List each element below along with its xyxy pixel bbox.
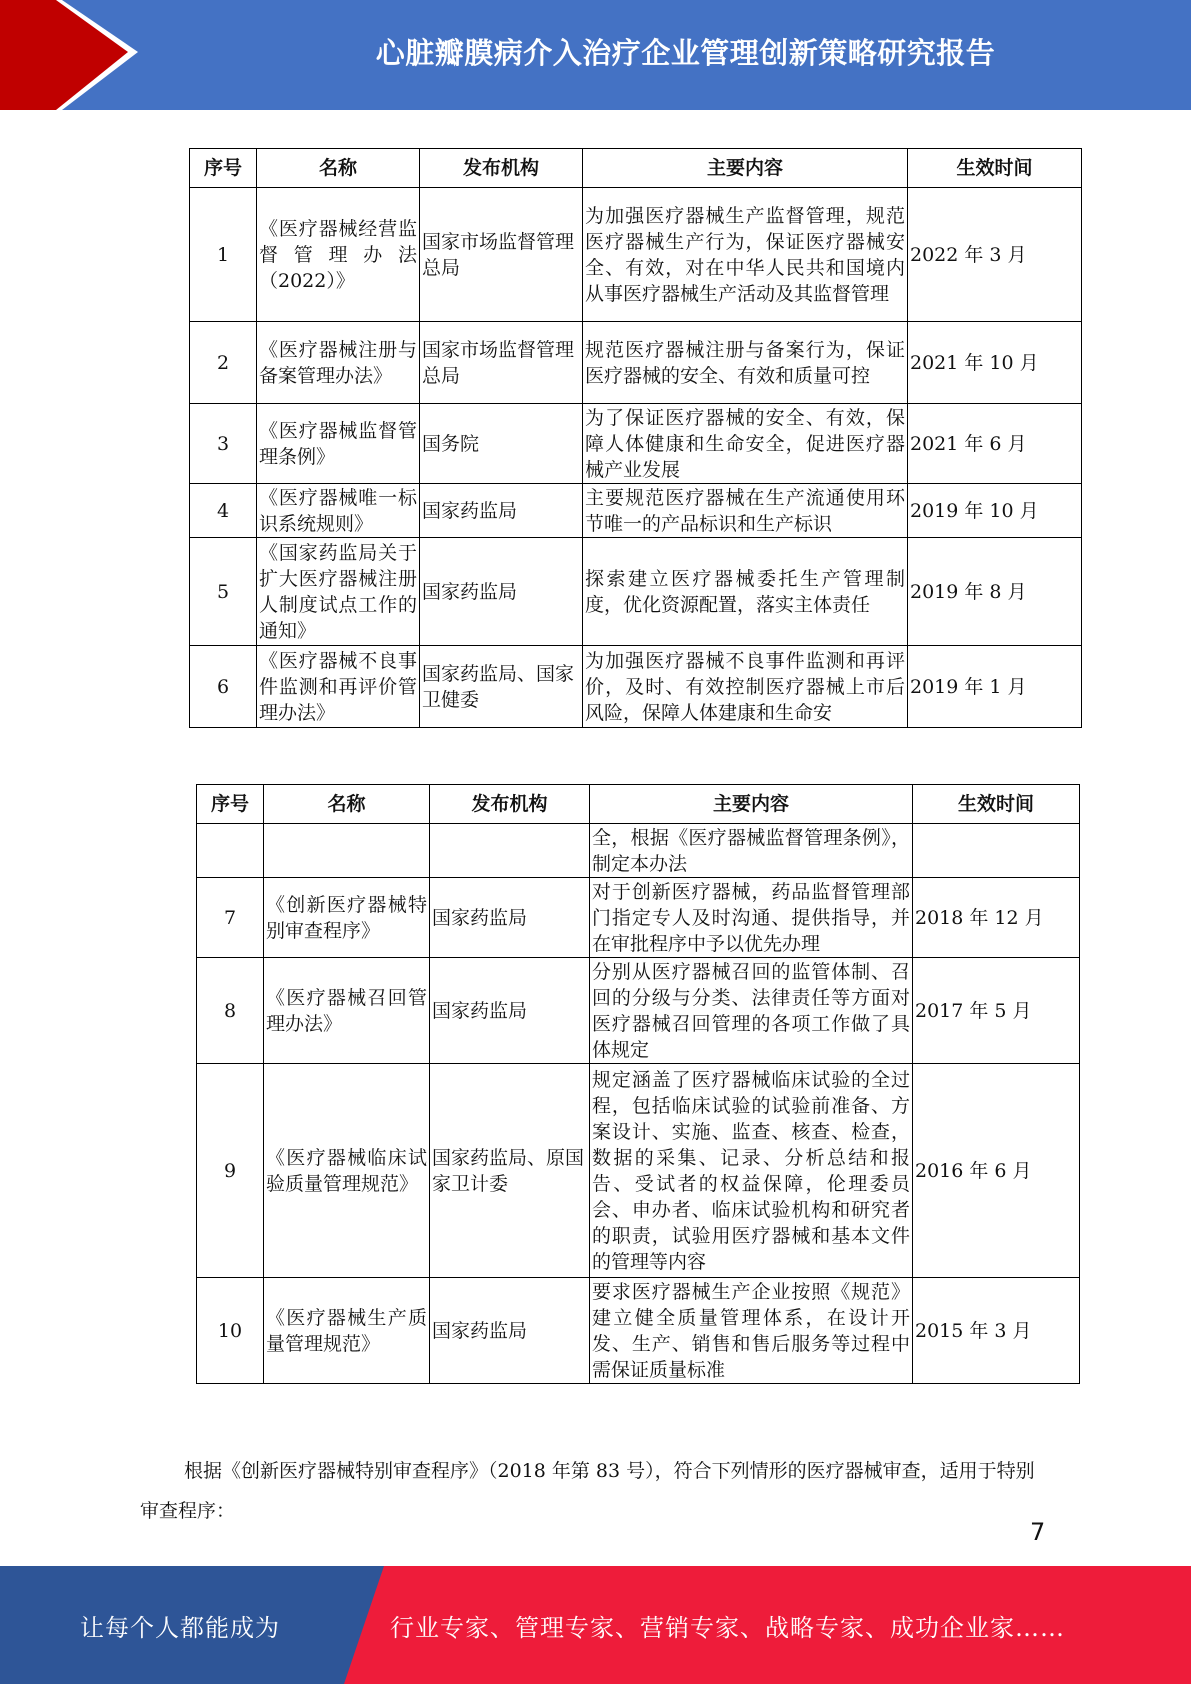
table-row [190, 484, 1082, 538]
header-chevron-decoration [0, 0, 200, 110]
row-index: 9 [197, 1064, 264, 1278]
table-row [197, 1064, 1080, 1278]
main-content: 分别从医疗器械召回的监管体制、召回的分级与分类、法律责任等方面对医疗器械召回管理的各项工作做了具体规定 [590, 958, 913, 1064]
effective-date: 2017 年 5 月 [913, 958, 1080, 1064]
main-content: 为了保证医疗器械的安全、有效，保障人体健康和生命安全，促进医疗器械产业发展 [583, 404, 908, 484]
table-row [190, 646, 1082, 728]
page-header [0, 0, 1191, 110]
row-index: 4 [190, 484, 257, 538]
regulation-name: 《医疗器械生产质量管理规范》 [264, 1278, 430, 1384]
regulation-name: 《医疗器械召回管理办法》 [264, 958, 430, 1064]
main-content: 全，根据《医疗器械监督管理条例》，制定本办法 [590, 824, 913, 878]
regulations-table-1 [189, 148, 1082, 728]
row-index: 6 [190, 646, 257, 728]
main-content: 为加强医疗器械不良事件监测和再评价，及时、有效控制医疗器械上市后风险，保障人体建康和生命安 [583, 646, 908, 728]
header-effective-date: 生效时间 [913, 785, 1080, 824]
main-content: 规定涵盖了医疗器械临床试验的全过程，包括临床试验的试验前准备、方案设计、实施、监查、核查、检查，数据的采集、记录、分析总结和报告、受试者的权益保障，伦理委员会、申办者、临床试验机构和研究者的职责，试验用医疗器械和基本文件的管理等内容 [590, 1064, 913, 1278]
main-content: 为加强医疗器械生产监督管理，规范医疗器械生产行为，保证医疗器械安全、有效，对在中华人民共和国境内从事医疗器械生产活动及其监督管理 [583, 188, 908, 322]
publisher: 国家药监局 [430, 1278, 590, 1384]
main-content: 规范医疗器械注册与备案行为，保证医疗器械的安全、有效和质量可控 [583, 322, 908, 404]
footer-slogan-right: 行业专家、管理专家、营销专家、战略专家、成功企业家…… [390, 1613, 1065, 1642]
regulation-name: 《医疗器械唯一标识系统规则》 [257, 484, 420, 538]
effective-date: 2019 年 8 月 [908, 538, 1082, 646]
regulation-name: 《医疗器械注册与备案管理办法》 [257, 322, 420, 404]
publisher [430, 824, 590, 878]
row-index: 2 [190, 322, 257, 404]
regulation-name: 《国家药监局关于扩大医疗器械注册人制度试点工作的通知》 [257, 538, 420, 646]
publisher: 国家药监局 [430, 878, 590, 958]
header-name: 名称 [264, 785, 430, 824]
table-header-row [197, 785, 1080, 824]
row-index: 8 [197, 958, 264, 1064]
row-index: 7 [197, 878, 264, 958]
report-title: 心脏瓣膜病介入治疗企业管理创新策略研究报告 [375, 35, 996, 70]
publisher: 国务院 [420, 404, 583, 484]
effective-date [913, 824, 1080, 878]
effective-date: 2015 年 3 月 [913, 1278, 1080, 1384]
publisher: 国家药监局 [420, 484, 583, 538]
effective-date: 2016 年 6 月 [913, 1064, 1080, 1278]
regulation-name: 《医疗器械监督管理条例》 [257, 404, 420, 484]
footer-slogan-left: 让每个人都能成为 [80, 1613, 280, 1642]
row-index: 10 [197, 1278, 264, 1384]
publisher: 国家药监局 [430, 958, 590, 1064]
header-effective-date: 生效时间 [908, 149, 1082, 188]
table-row [197, 1278, 1080, 1384]
regulation-name: 《医疗器械经营监督管理办法（2022）》 [257, 188, 420, 322]
header-name: 名称 [257, 149, 420, 188]
row-index: 1 [190, 188, 257, 322]
publisher: 国家药监局、原国家卫计委 [430, 1064, 590, 1278]
regulation-name [264, 824, 430, 878]
effective-date: 2018 年 12 月 [913, 878, 1080, 958]
effective-date: 2019 年 1 月 [908, 646, 1082, 728]
table-row [197, 878, 1080, 958]
row-index [197, 824, 264, 878]
body-paragraph: 根据《创新医疗器械特别审查程序》（2018 年第 83 号），符合下列情形的医疗器械审查，适用于特别审查程序： [140, 1460, 1035, 1522]
header-index: 序号 [190, 149, 257, 188]
publisher: 国家药监局 [420, 538, 583, 646]
regulation-name: 《医疗器械不良事件监测和再评价管理办法》 [257, 646, 420, 728]
header-content: 主要内容 [583, 149, 908, 188]
publisher: 国家市场监督管理总局 [420, 322, 583, 404]
main-content: 对于创新医疗器械，药品监督管理部门指定专人及时沟通、提供指导，并在审批程序中予以优先办理 [590, 878, 913, 958]
table-row [197, 958, 1080, 1064]
regulations-table-2 [196, 784, 1080, 1384]
main-content: 主要规范医疗器械在生产流通使用环节唯一的产品标识和生产标识 [583, 484, 908, 538]
header-index: 序号 [197, 785, 264, 824]
publisher: 国家市场监督管理总局 [420, 188, 583, 322]
table-row [197, 824, 1080, 878]
header-publisher: 发布机构 [420, 149, 583, 188]
effective-date: 2022 年 3 月 [908, 188, 1082, 322]
main-content: 要求医疗器械生产企业按照《规范》建立健全质量管理体系，在设计开发、生产、销售和售后服务等过程中需保证质量标准 [590, 1278, 913, 1384]
regulation-name: 《医疗器械临床试验质量管理规范》 [264, 1064, 430, 1278]
table-row [190, 322, 1082, 404]
table-row [190, 404, 1082, 484]
effective-date: 2021 年 6 月 [908, 404, 1082, 484]
effective-date: 2021 年 10 月 [908, 322, 1082, 404]
table-row [190, 538, 1082, 646]
table-header-row [190, 149, 1082, 188]
effective-date: 2019 年 10 月 [908, 484, 1082, 538]
regulation-name: 《创新医疗器械特别审查程序》 [264, 878, 430, 958]
main-content: 探索建立医疗器械委托生产管理制度，优化资源配置，落实主体责任 [583, 538, 908, 646]
page-number: 7 [1030, 1518, 1046, 1546]
table-row [190, 188, 1082, 322]
row-index: 3 [190, 404, 257, 484]
row-index: 5 [190, 538, 257, 646]
publisher: 国家药监局、国家卫健委 [420, 646, 583, 728]
header-content: 主要内容 [590, 785, 913, 824]
page-footer [0, 1566, 1191, 1684]
header-publisher: 发布机构 [430, 785, 590, 824]
